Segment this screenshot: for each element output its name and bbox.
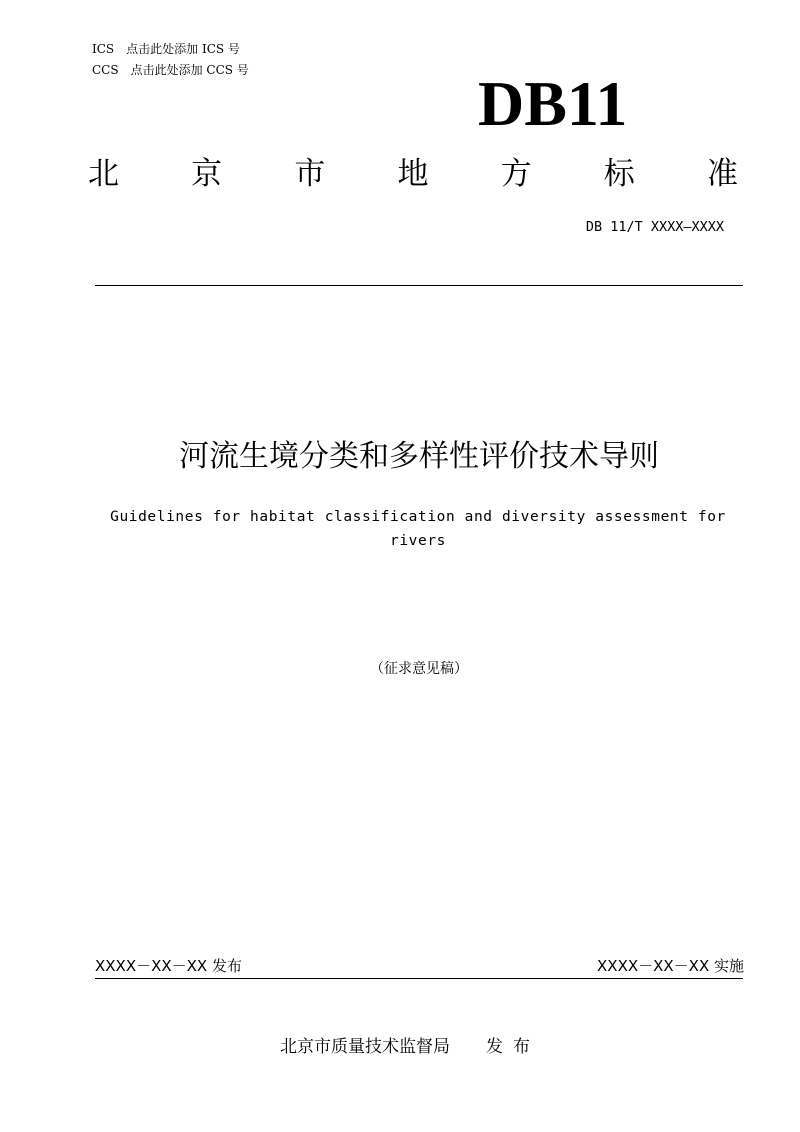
standard-type-char: 京 bbox=[191, 156, 223, 192]
publisher-name: 北京市质量技术监督局 bbox=[280, 1037, 450, 1057]
document-title-chinese: 河流生境分类和多样性评价技术导则 bbox=[179, 439, 659, 474]
ics-placeholder[interactable]: 点击此处添加 ICS 号 bbox=[126, 42, 240, 56]
standard-type-char: 标 bbox=[603, 156, 635, 192]
standard-type-char: 北 bbox=[88, 156, 119, 192]
standard-type-char: 方 bbox=[500, 156, 532, 192]
ics-label: ICS bbox=[92, 42, 115, 56]
document-title-english: Guidelines for habitat classification and diversity assessment for rivers bbox=[110, 509, 726, 549]
ccs-placeholder[interactable]: 点击此处添加 CCS 号 bbox=[130, 63, 249, 77]
standard-type-title bbox=[88, 152, 738, 196]
db-code: DB11 bbox=[478, 68, 628, 139]
footer-divider bbox=[95, 978, 743, 979]
standard-type-char: 地 bbox=[397, 156, 429, 192]
standard-type-char: 准 bbox=[706, 156, 738, 192]
implement-date: XXXX－XX－XX 实施 bbox=[597, 957, 744, 975]
standard-type-char: 市 bbox=[294, 156, 326, 192]
ccs-label: CCS bbox=[92, 63, 119, 77]
publisher-line bbox=[0, 1032, 800, 1057]
ics-line bbox=[92, 40, 240, 57]
publish-word: 发布 bbox=[486, 1037, 540, 1057]
header-divider bbox=[95, 285, 743, 286]
draft-status: （征求意见稿） bbox=[370, 661, 468, 677]
ccs-line bbox=[92, 61, 249, 78]
publish-date: XXXX－XX－XX 发布 bbox=[95, 957, 242, 975]
standard-number: DB 11/T XXXX—XXXX bbox=[585, 219, 724, 235]
